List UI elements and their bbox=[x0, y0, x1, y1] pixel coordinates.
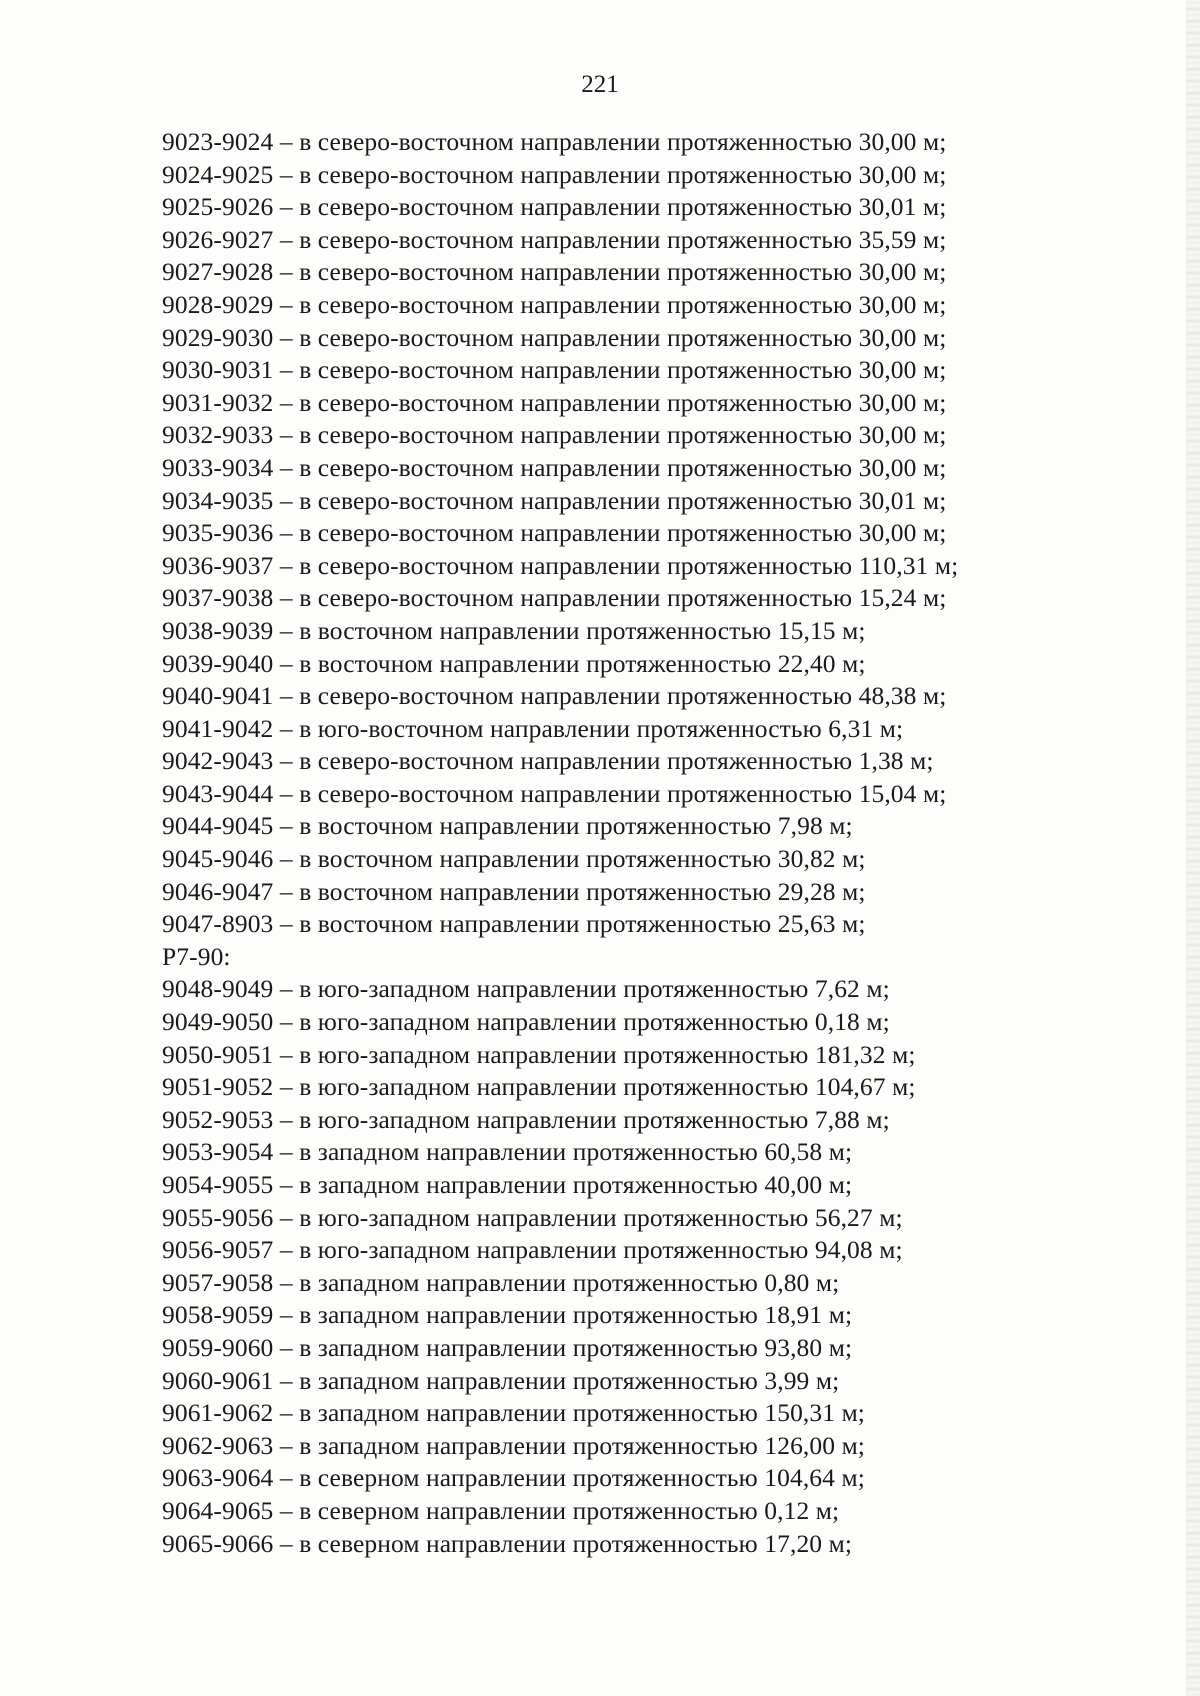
document-line: 9058-9059 – в западном направлении протяженностью 18,91 м; bbox=[162, 1300, 853, 1330]
document-line: 9059-9060 – в западном направлении протяженностью 93,80 м; bbox=[162, 1332, 853, 1362]
document-line: 9027-9028 – в северо-восточном направлении протяженностью 30,00 м; bbox=[162, 257, 947, 287]
document-line: 9042-9043 – в северо-восточном направлении протяженностью 1,38 м; bbox=[162, 746, 934, 776]
document-line: 9024-9025 – в северо-восточном направлении протяженностью 30,00 м; bbox=[162, 159, 947, 189]
document-line: 9056-9057 – в юго-западном направлении протяженностью 94,08 м; bbox=[162, 1235, 903, 1265]
document-line: 9035-9036 – в северо-восточном направлении протяженностью 30,00 м; bbox=[162, 518, 947, 548]
document-line: 9025-9026 – в северо-восточном направлении протяженностью 30,01 м; bbox=[162, 192, 947, 222]
boundary-description-list bbox=[162, 126, 1172, 1560]
document-line: 9034-9035 – в северо-восточном направлении протяженностью 30,01 м; bbox=[162, 485, 947, 515]
document-line: 9046-9047 – в восточном направлении протяженностью 29,28 м; bbox=[162, 876, 866, 906]
document-line: 9023-9024 – в северо-восточном направлении протяженностью 30,00 м; bbox=[162, 127, 947, 156]
document-line: 9039-9040 – в восточном направлении протяженностью 22,40 м; bbox=[162, 648, 866, 678]
document-line: 9047-8903 – в восточном направлении протяженностью 25,63 м; bbox=[162, 909, 866, 939]
document-line: 9064-9065 – в северном направлении протяженностью 0,12 м; bbox=[162, 1495, 840, 1525]
document-line: 9032-9033 – в северо-восточном направлении протяженностью 30,00 м; bbox=[162, 420, 947, 450]
document-line: 9040-9041 – в северо-восточном направлении протяженностью 48,38 м; bbox=[162, 681, 947, 711]
document-line: 9029-9030 – в северо-восточном направлении протяженностью 30,00 м; bbox=[162, 322, 947, 352]
document-line: 9050-9051 – в юго-западном направлении протяженностью 181,32 м; bbox=[162, 1039, 916, 1069]
document-line: 9051-9052 – в юго-западном направлении протяженностью 104,67 м; bbox=[162, 1072, 916, 1102]
document-line: 9044-9045 – в восточном направлении протяженностью 7,98 м; bbox=[162, 811, 853, 841]
document-line: 9036-9037 – в северо-восточном направлении протяженностью 110,31 м; bbox=[162, 550, 959, 580]
document-line: 9037-9038 – в северо-восточном направлении протяженностью 15,24 м; bbox=[162, 583, 947, 613]
document-line: 9052-9053 – в юго-западном направлении протяженностью 7,88 м; bbox=[162, 1104, 890, 1134]
document-line: 9055-9056 – в юго-западном направлении протяженностью 56,27 м; bbox=[162, 1202, 903, 1232]
document-line: 9053-9054 – в западном направлении протяженностью 60,58 м; bbox=[162, 1137, 853, 1167]
document-line: 9049-9050 – в юго-западном направлении протяженностью 0,18 м; bbox=[162, 1007, 890, 1037]
document-line: 9031-9032 – в северо-восточном направлении протяженностью 30,00 м; bbox=[162, 387, 947, 417]
document-line: 9061-9062 – в западном направлении протяженностью 150,31 м; bbox=[162, 1398, 865, 1428]
document-line: 9038-9039 – в восточном направлении протяженностью 15,15 м; bbox=[162, 615, 866, 645]
document-line: 9028-9029 – в северо-восточном направлении протяженностью 30,00 м; bbox=[162, 289, 947, 319]
document-line: 9041-9042 – в юго-восточном направлении протяженностью 6,31 м; bbox=[162, 713, 904, 743]
document-line: 9065-9066 – в северном направлении протяженностью 17,20 м; bbox=[162, 1528, 853, 1558]
document-line: 9045-9046 – в восточном направлении протяженностью 30,82 м; bbox=[162, 844, 866, 874]
document-line: Р7-90: bbox=[162, 941, 231, 971]
document-line: 9060-9061 – в западном направлении протяженностью 3,99 м; bbox=[162, 1365, 840, 1395]
document-line: 9054-9055 – в западном направлении протяженностью 40,00 м; bbox=[162, 1170, 853, 1199]
document-line: 9026-9027 – в северо-восточном направлении протяженностью 35,59 м; bbox=[162, 224, 947, 254]
document-line: 9043-9044 – в северо-восточном направлении протяженностью 15,04 м; bbox=[162, 778, 947, 808]
document-line: 9048-9049 – в юго-западном направлении протяженностью 7,62 м; bbox=[162, 974, 890, 1004]
scan-edge-shadow bbox=[1186, 0, 1200, 1696]
document-line: 9057-9058 – в западном направлении протяженностью 0,80 м; bbox=[162, 1267, 840, 1297]
document-line: 9062-9063 – в западном направлении протяженностью 126,00 м; bbox=[162, 1430, 865, 1460]
document-line: 9033-9034 – в северо-восточном направлении протяженностью 30,00 м; bbox=[162, 452, 947, 482]
document-line: 9030-9031 – в северо-восточном направлении протяженностью 30,00 м; bbox=[162, 355, 947, 385]
document-line: 9063-9064 – в северном направлении протяженностью 104,64 м; bbox=[162, 1463, 865, 1493]
page-number: 221 bbox=[581, 71, 619, 98]
